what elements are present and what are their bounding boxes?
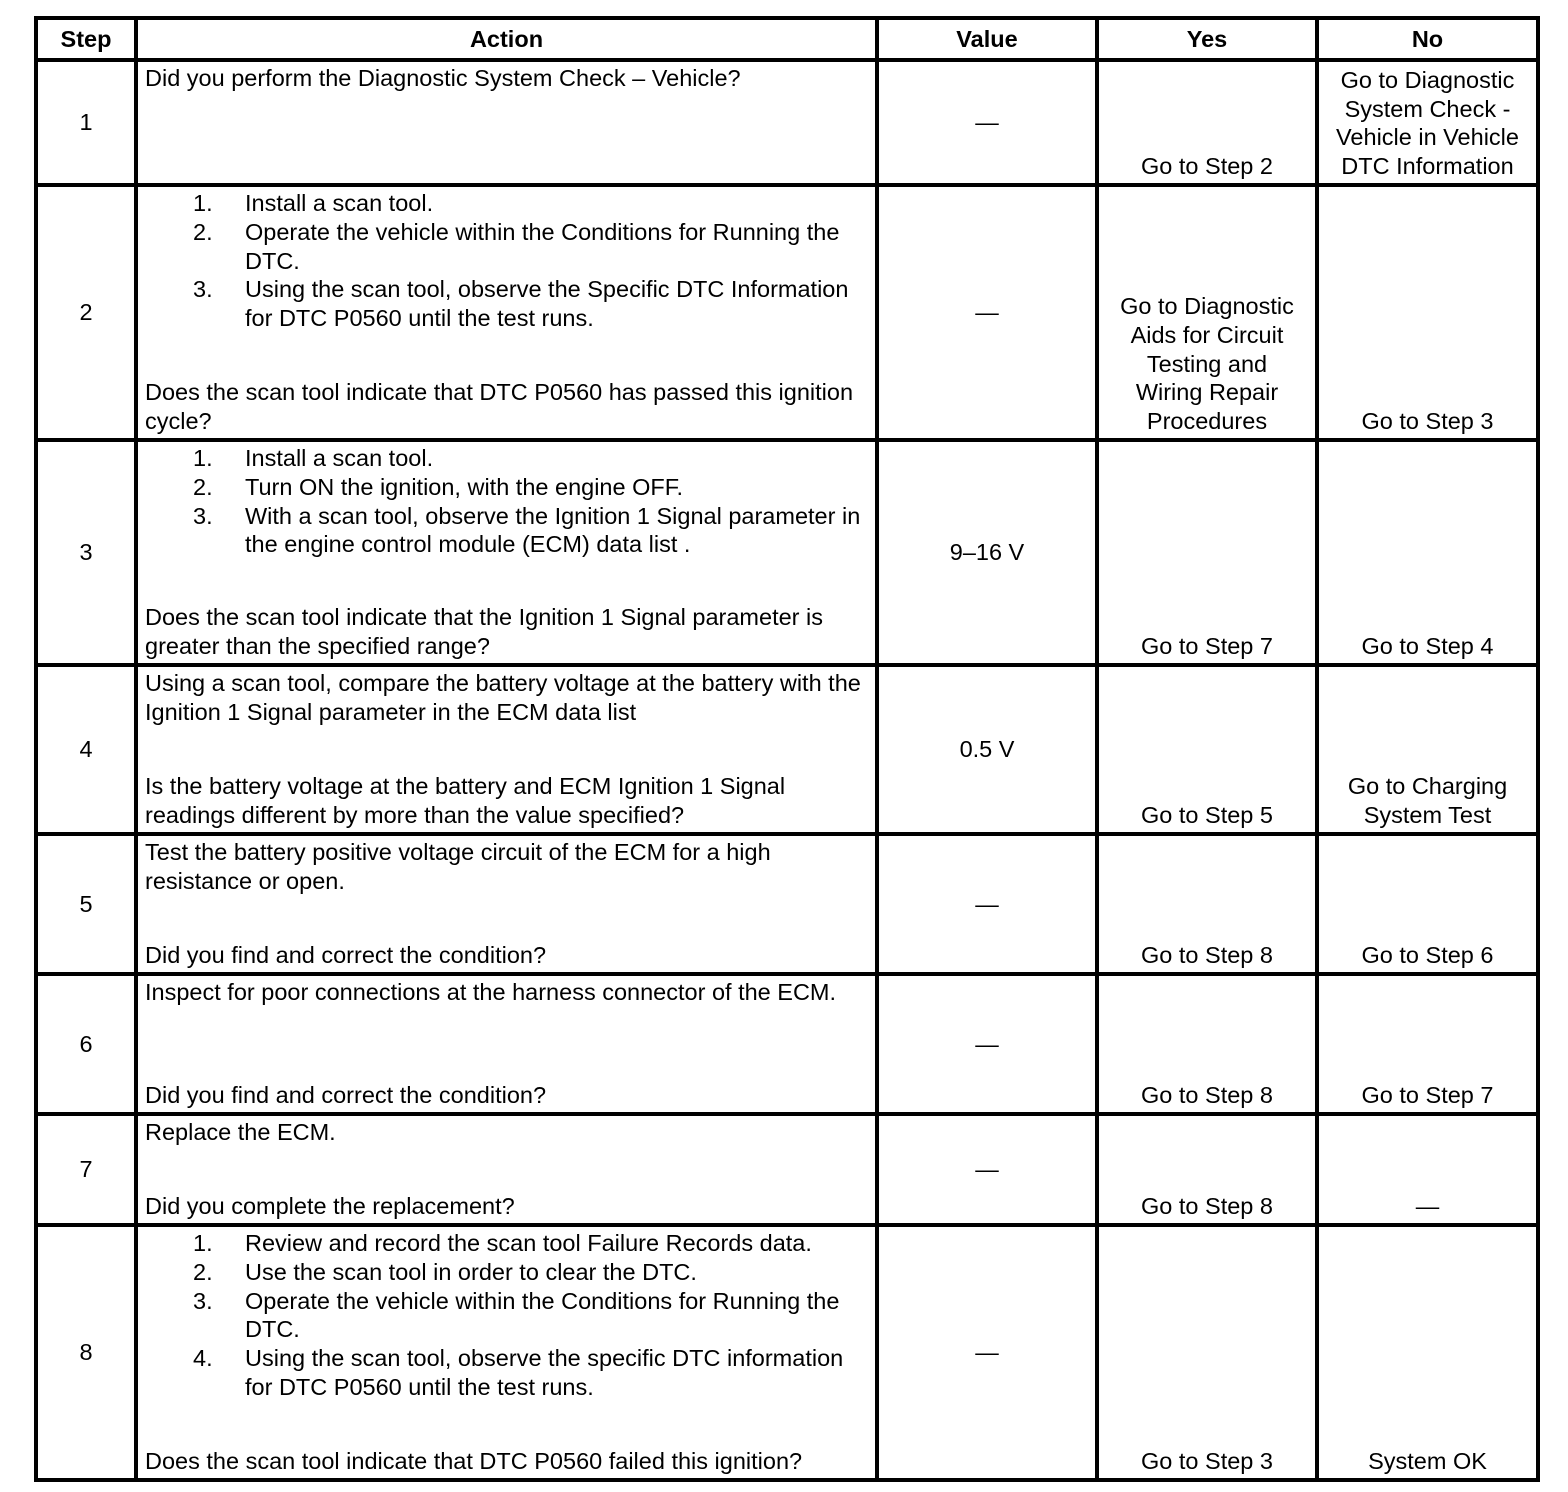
value-cell: — — [877, 185, 1097, 440]
no-cell: Go to Step 4 — [1317, 440, 1538, 665]
no-cell: Go to Step 3 — [1317, 185, 1538, 440]
no-text: Go to Diagnostic System Check - Vehicle in Vehicle DTC Information — [1336, 66, 1519, 180]
list-item: 3. Using the scan tool, observe the Specific DTC Information for DTC P0560 until the test runs. — [193, 276, 849, 332]
action-intro: Did you perform the Diagnostic System Check – Vehicle? — [145, 65, 741, 91]
action-steps — [145, 1229, 867, 1402]
header-value: Value — [877, 18, 1097, 60]
value-cell: 9–16 V — [877, 440, 1097, 665]
action-cell — [136, 1114, 877, 1225]
value-cell: — — [877, 60, 1097, 185]
action-question: Does the scan tool indicate that DTC P0560 failed this ignition? — [145, 1448, 803, 1475]
no-cell: Go to Step 7 — [1317, 974, 1538, 1114]
step-number: 8 — [36, 1225, 136, 1480]
no-cell: System OK — [1317, 1225, 1538, 1480]
table-row-step-7 — [36, 1114, 1538, 1225]
list-item: 3. Operate the vehicle within the Conditions for Running the DTC. — [193, 1287, 840, 1343]
action-intro: Inspect for poor connections at the harness connector of the ECM. — [145, 979, 837, 1005]
action-steps — [145, 189, 867, 333]
action-cell — [136, 974, 877, 1114]
list-item: 4. Using the scan tool, observe the specific DTC information for DTC P0560 until the test runs. — [193, 1345, 844, 1400]
yes-cell — [1097, 185, 1317, 440]
diagnostic-table — [34, 16, 1540, 1482]
table-row-step-4 — [36, 665, 1538, 834]
yes-cell: Go to Step 8 — [1097, 974, 1317, 1114]
action-cell — [136, 185, 877, 440]
action-steps — [145, 444, 867, 559]
action-cell — [136, 1225, 877, 1480]
no-cell — [1317, 60, 1538, 185]
yes-cell: Go to Step 5 — [1097, 665, 1317, 834]
value-cell: — — [877, 974, 1097, 1114]
step-number: 3 — [36, 440, 136, 665]
step-number: 5 — [36, 834, 136, 974]
action-intro: Replace the ECM. — [145, 1119, 336, 1145]
action-question: Does the scan tool indicate that DTC P0560 has passed this ignition cycle? — [145, 379, 854, 435]
no-cell — [1317, 665, 1538, 834]
header-step: Step — [36, 18, 136, 60]
yes-cell: Go to Step 2 — [1097, 60, 1317, 185]
step-number: 4 — [36, 665, 136, 834]
table-row-step-3 — [36, 440, 1538, 665]
action-question: Does the scan tool indicate that the Ignition 1 Signal parameter is greater than the specified range? — [145, 604, 823, 660]
header-yes: Yes — [1097, 18, 1317, 60]
yes-cell: Go to Step 7 — [1097, 440, 1317, 665]
yes-cell: Go to Step 8 — [1097, 834, 1317, 974]
table-row-step-5 — [36, 834, 1538, 974]
header-row — [36, 18, 1538, 60]
list-item: 1. Install a scan tool. — [193, 190, 434, 216]
list-item: 2. Turn ON the ignition, with the engine OFF. — [193, 473, 684, 500]
step-number: 7 — [36, 1114, 136, 1225]
yes-text: Go to Diagnostic Aids for Circuit Testing and Wiring Repair Procedures — [1120, 293, 1294, 435]
action-intro: Test the battery positive voltage circuit of the ECM for a high resistance or open. — [145, 839, 771, 894]
no-text: Go to Charging System Test — [1347, 773, 1508, 829]
list-item: 1. Review and record the scan tool Failure Records data. — [193, 1230, 812, 1256]
value-cell: — — [877, 1114, 1097, 1225]
action-cell — [136, 60, 877, 185]
header-no: No — [1317, 18, 1538, 60]
list-item: 2. Operate the vehicle within the Conditions for Running the DTC. — [193, 218, 840, 274]
action-question: Did you complete the replacement? — [145, 1193, 515, 1220]
list-item: 3. With a scan tool, observe the Ignition 1 Signal parameter in the engine control module (ECM) data list . — [193, 502, 861, 558]
action-intro: Using a scan tool, compare the battery voltage at the battery with the Ignition 1 Signal parameter in the ECM data list — [145, 670, 861, 725]
step-number: 1 — [36, 60, 136, 185]
table-row-step-8 — [36, 1225, 1538, 1480]
header-action: Action — [136, 18, 877, 60]
value-cell: — — [877, 834, 1097, 974]
step-number: 2 — [36, 185, 136, 440]
action-cell — [136, 665, 877, 834]
no-cell: Go to Step 6 — [1317, 834, 1538, 974]
value-cell: — — [877, 1225, 1097, 1480]
action-question: Did you find and correct the condition? — [145, 942, 547, 969]
yes-cell: Go to Step 3 — [1097, 1225, 1317, 1480]
action-question: Did you find and correct the condition? — [145, 1082, 547, 1109]
value-cell: 0.5 V — [877, 665, 1097, 834]
table-row-step-1 — [36, 60, 1538, 185]
table-row-step-6 — [36, 974, 1538, 1114]
step-number: 6 — [36, 974, 136, 1114]
action-question: Is the battery voltage at the battery and ECM Ignition 1 Signal readings different by more than the value specified? — [145, 773, 786, 829]
action-cell — [136, 440, 877, 665]
table-row-step-2 — [36, 185, 1538, 440]
no-cell: — — [1317, 1114, 1538, 1225]
action-cell — [136, 834, 877, 974]
list-item: 1. Install a scan tool. — [193, 445, 434, 471]
list-item: 2. Use the scan tool in order to clear the DTC. — [193, 1258, 697, 1285]
yes-cell: Go to Step 8 — [1097, 1114, 1317, 1225]
